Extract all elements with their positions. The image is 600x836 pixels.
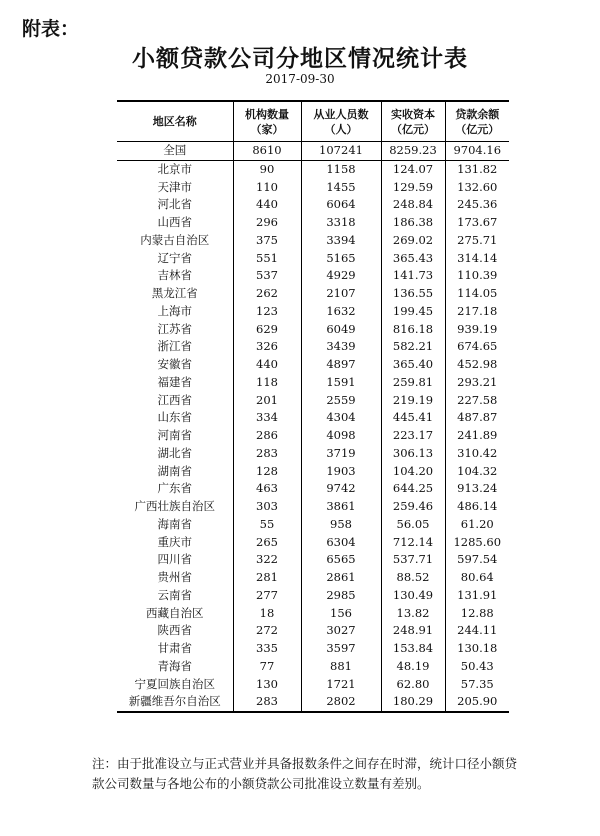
- table-row: [117, 498, 509, 516]
- table-row: [117, 196, 509, 214]
- cell-loan-balance: 110.39: [445, 267, 509, 285]
- header-paid-in-capital: [381, 101, 445, 142]
- header-line1: 机构数量: [245, 107, 289, 121]
- cell-employees: 1721: [301, 676, 381, 694]
- cell-loan-balance: 597.54: [445, 551, 509, 569]
- cell-institution-count: 326: [233, 338, 301, 356]
- cell-institution-count: 281: [233, 569, 301, 587]
- cell-employees: 881: [301, 658, 381, 676]
- cell-institution-count: 90: [233, 160, 301, 178]
- cell-region: 江苏省: [157, 321, 192, 336]
- cell-paid-in-capital: 104.20: [381, 463, 445, 481]
- cell-paid-in-capital: 445.41: [381, 409, 445, 427]
- cell-region: 四川省: [157, 552, 192, 567]
- cell-employees: 6064: [301, 196, 381, 214]
- header-employees: [301, 101, 381, 142]
- cell-employees: 1158: [301, 160, 381, 178]
- header-line1: 实收资本: [391, 107, 435, 121]
- cell-institution-count: 18: [233, 605, 301, 623]
- cell-employees: 107241: [301, 142, 381, 161]
- table-row: [117, 214, 509, 232]
- header-line2: （家）: [250, 122, 284, 136]
- cell-employees: 6304: [301, 534, 381, 552]
- cell-paid-in-capital: 537.71: [381, 551, 445, 569]
- footnote: 注：由于批准设立与正式营业并具备报数条件之间存在时滞，统计口径小额贷款公司数量与各地公布的小额贷款公司批准设立数量有差别。: [92, 756, 518, 791]
- cell-loan-balance: 217.18: [445, 303, 509, 321]
- cell-paid-in-capital: 88.52: [381, 569, 445, 587]
- table-body: [117, 142, 509, 713]
- cell-loan-balance: 205.90: [445, 693, 509, 712]
- cell-loan-balance: 245.36: [445, 196, 509, 214]
- cell-institution-count: 55: [233, 516, 301, 534]
- table-row: [117, 392, 509, 410]
- header-line2: （亿元）: [391, 122, 435, 136]
- cell-employees: 3439: [301, 338, 381, 356]
- cell-region: 贵州省: [157, 570, 192, 584]
- cell-paid-in-capital: 48.19: [381, 658, 445, 676]
- cell-employees: 958: [301, 516, 381, 534]
- table-row: [117, 658, 509, 676]
- cell-region: 河南省: [157, 428, 192, 442]
- table-row: [117, 285, 509, 303]
- cell-employees: 3394: [301, 232, 381, 250]
- cell-loan-balance: 487.87: [445, 409, 509, 427]
- cell-region: 云南省: [157, 587, 192, 602]
- cell-region: 江西省: [157, 392, 192, 407]
- cell-paid-in-capital: 129.59: [381, 179, 445, 197]
- cell-loan-balance: 227.58: [445, 392, 509, 410]
- cell-loan-balance: 61.20: [445, 516, 509, 534]
- cell-institution-count: 334: [233, 409, 301, 427]
- cell-institution-count: 128: [233, 463, 301, 481]
- cell-paid-in-capital: 130.49: [381, 587, 445, 605]
- header-region: [117, 101, 233, 142]
- cell-region: 吉林省: [157, 268, 192, 283]
- cell-region: 山西省: [157, 215, 192, 229]
- cell-employees: 3719: [301, 445, 381, 463]
- table-row: [117, 622, 509, 640]
- cell-loan-balance: 9704.16: [445, 142, 509, 161]
- page-title: 小额贷款公司分地区情况统计表: [132, 45, 468, 72]
- cell-loan-balance: 939.19: [445, 321, 509, 339]
- cell-region: 上海市: [157, 303, 192, 318]
- cell-loan-balance: 57.35: [445, 676, 509, 694]
- cell-institution-count: 286: [233, 427, 301, 445]
- cell-loan-balance: 913.24: [445, 480, 509, 498]
- cell-region: 广西壮族自治区: [134, 499, 215, 513]
- cell-loan-balance: 310.42: [445, 445, 509, 463]
- table-row: [117, 516, 509, 534]
- table-row: [117, 160, 509, 178]
- report-date: 2017-09-30: [265, 72, 335, 86]
- cell-loan-balance: 674.65: [445, 338, 509, 356]
- cell-institution-count: 283: [233, 445, 301, 463]
- cell-region: 福建省: [157, 374, 192, 389]
- cell-employees: 1591: [301, 374, 381, 392]
- cell-institution-count: 272: [233, 622, 301, 640]
- cell-institution-count: 265: [233, 534, 301, 552]
- cell-region: 新疆维吾尔自治区: [128, 694, 221, 709]
- table-row: [117, 232, 509, 250]
- cell-loan-balance: 114.05: [445, 285, 509, 303]
- header-line1: 地区名称: [152, 115, 197, 128]
- cell-employees: 2861: [301, 569, 381, 587]
- cell-region: 广东省: [157, 481, 192, 496]
- cell-paid-in-capital: 199.45: [381, 303, 445, 321]
- cell-region: 黑龙江省: [151, 286, 198, 300]
- cell-loan-balance: 104.32: [445, 463, 509, 481]
- cell-loan-balance: 130.18: [445, 640, 509, 658]
- cell-employees: 156: [301, 605, 381, 623]
- cell-employees: 4929: [301, 267, 381, 285]
- header-line1: 从业人员数: [313, 107, 369, 121]
- cell-region: 重庆市: [157, 534, 192, 549]
- cell-paid-in-capital: 186.38: [381, 214, 445, 232]
- table-row: [117, 179, 509, 197]
- cell-institution-count: 296: [233, 214, 301, 232]
- cell-paid-in-capital: 8259.23: [381, 142, 445, 161]
- table-row: [117, 551, 509, 569]
- cell-employees: 4897: [301, 356, 381, 374]
- cell-employees: 3597: [301, 640, 381, 658]
- cell-institution-count: 123: [233, 303, 301, 321]
- cell-region: 河北省: [157, 197, 192, 212]
- table-row: [117, 605, 509, 623]
- cell-institution-count: 537: [233, 267, 301, 285]
- cell-institution-count: 463: [233, 480, 301, 498]
- cell-paid-in-capital: 248.91: [381, 622, 445, 640]
- header-institution-count: [233, 101, 301, 142]
- cell-institution-count: 303: [233, 498, 301, 516]
- cell-region: 内蒙古自治区: [140, 232, 210, 247]
- cell-loan-balance: 1285.60: [445, 534, 509, 552]
- cell-loan-balance: 173.67: [445, 214, 509, 232]
- cell-employees: 3861: [301, 498, 381, 516]
- cell-paid-in-capital: 582.21: [381, 338, 445, 356]
- cell-region: 青海省: [157, 658, 192, 673]
- cell-institution-count: 77: [233, 658, 301, 676]
- cell-institution-count: 118: [233, 374, 301, 392]
- table-row: [117, 693, 509, 712]
- cell-region: 宁夏回族自治区: [134, 676, 215, 691]
- table-row: [117, 374, 509, 392]
- cell-paid-in-capital: 136.55: [381, 285, 445, 303]
- cell-region: 西藏自治区: [146, 605, 204, 620]
- cell-institution-count: 440: [233, 196, 301, 214]
- table-header: [117, 101, 509, 142]
- cell-institution-count: 322: [233, 551, 301, 569]
- cell-paid-in-capital: 13.82: [381, 605, 445, 623]
- cell-loan-balance: 452.98: [445, 356, 509, 374]
- cell-loan-balance: 131.82: [445, 160, 509, 178]
- cell-paid-in-capital: 816.18: [381, 321, 445, 339]
- cell-region: 辽宁省: [157, 250, 192, 265]
- cell-employees: 3318: [301, 214, 381, 232]
- cell-paid-in-capital: 124.07: [381, 160, 445, 178]
- cell-employees: 2559: [301, 392, 381, 410]
- attachment-label: 附表：: [22, 18, 80, 40]
- cell-paid-in-capital: 365.40: [381, 356, 445, 374]
- cell-paid-in-capital: 153.84: [381, 640, 445, 658]
- cell-institution-count: 8610: [233, 142, 301, 161]
- cell-employees: 4098: [301, 427, 381, 445]
- table-row: [117, 587, 509, 605]
- cell-region: 湖南省: [157, 463, 192, 478]
- table-row: [117, 534, 509, 552]
- cell-institution-count: 283: [233, 693, 301, 712]
- cell-loan-balance: 244.11: [445, 622, 509, 640]
- cell-institution-count: 277: [233, 587, 301, 605]
- table-row: [117, 569, 509, 587]
- header-loan-balance: [445, 101, 509, 142]
- cell-region: 安徽省: [157, 357, 192, 371]
- cell-employees: 1455: [301, 179, 381, 197]
- cell-institution-count: 335: [233, 640, 301, 658]
- cell-loan-balance: 132.60: [445, 179, 509, 197]
- cell-loan-balance: 314.14: [445, 250, 509, 268]
- cell-loan-balance: 486.14: [445, 498, 509, 516]
- cell-institution-count: 110: [233, 179, 301, 197]
- cell-paid-in-capital: 141.73: [381, 267, 445, 285]
- table-row: [117, 250, 509, 268]
- cell-paid-in-capital: 62.80: [381, 676, 445, 694]
- cell-employees: 1903: [301, 463, 381, 481]
- cell-region: 湖北省: [157, 445, 192, 460]
- table-row: [117, 267, 509, 285]
- cell-employees: 1632: [301, 303, 381, 321]
- cell-paid-in-capital: 365.43: [381, 250, 445, 268]
- cell-region: 全国: [117, 142, 233, 161]
- cell-paid-in-capital: 248.84: [381, 196, 445, 214]
- cell-paid-in-capital: 259.46: [381, 498, 445, 516]
- table-row-total: [117, 142, 509, 161]
- header-line1: 贷款余额: [455, 107, 500, 121]
- cell-region: 山东省: [157, 410, 192, 425]
- cell-loan-balance: 50.43: [445, 658, 509, 676]
- table-row: [117, 427, 509, 445]
- table-row: [117, 321, 509, 339]
- table-row: [117, 463, 509, 481]
- cell-region: 海南省: [157, 516, 192, 531]
- table-row: [117, 303, 509, 321]
- cell-employees: 5165: [301, 250, 381, 268]
- cell-paid-in-capital: 644.25: [381, 480, 445, 498]
- cell-employees: 3027: [301, 622, 381, 640]
- cell-paid-in-capital: 219.19: [381, 392, 445, 410]
- cell-institution-count: 262: [233, 285, 301, 303]
- cell-paid-in-capital: 180.29: [381, 693, 445, 712]
- cell-region: 北京市: [157, 161, 192, 176]
- header-line2: （亿元）: [455, 122, 500, 136]
- cell-employees: 2107: [301, 285, 381, 303]
- cell-institution-count: 375: [233, 232, 301, 250]
- cell-paid-in-capital: 306.13: [381, 445, 445, 463]
- cell-paid-in-capital: 712.14: [381, 534, 445, 552]
- cell-paid-in-capital: 223.17: [381, 427, 445, 445]
- table-row: [117, 676, 509, 694]
- cell-loan-balance: 12.88: [445, 605, 509, 623]
- statistics-table: [117, 100, 509, 713]
- cell-employees: 4304: [301, 409, 381, 427]
- table-row: [117, 356, 509, 374]
- table-row: [117, 409, 509, 427]
- table-row: [117, 640, 509, 658]
- cell-employees: 6049: [301, 321, 381, 339]
- header-line2: （人）: [324, 122, 358, 136]
- cell-loan-balance: 131.91: [445, 587, 509, 605]
- table-row: [117, 480, 509, 498]
- cell-region: 浙江省: [157, 339, 192, 354]
- cell-region: 甘肃省: [157, 641, 192, 655]
- cell-paid-in-capital: 259.81: [381, 374, 445, 392]
- cell-employees: 2802: [301, 693, 381, 712]
- cell-loan-balance: 80.64: [445, 569, 509, 587]
- cell-paid-in-capital: 269.02: [381, 232, 445, 250]
- cell-institution-count: 201: [233, 392, 301, 410]
- cell-loan-balance: 275.71: [445, 232, 509, 250]
- cell-employees: 9742: [301, 480, 381, 498]
- cell-employees: 2985: [301, 587, 381, 605]
- cell-paid-in-capital: 56.05: [381, 516, 445, 534]
- cell-institution-count: 440: [233, 356, 301, 374]
- cell-institution-count: 130: [233, 676, 301, 694]
- table-row: [117, 338, 509, 356]
- cell-institution-count: 551: [233, 250, 301, 268]
- table-row: [117, 445, 509, 463]
- cell-region: 天津市: [157, 179, 192, 194]
- cell-employees: 6565: [301, 551, 381, 569]
- cell-loan-balance: 293.21: [445, 374, 509, 392]
- cell-region: 陕西省: [157, 623, 192, 638]
- cell-loan-balance: 241.89: [445, 427, 509, 445]
- cell-institution-count: 629: [233, 321, 301, 339]
